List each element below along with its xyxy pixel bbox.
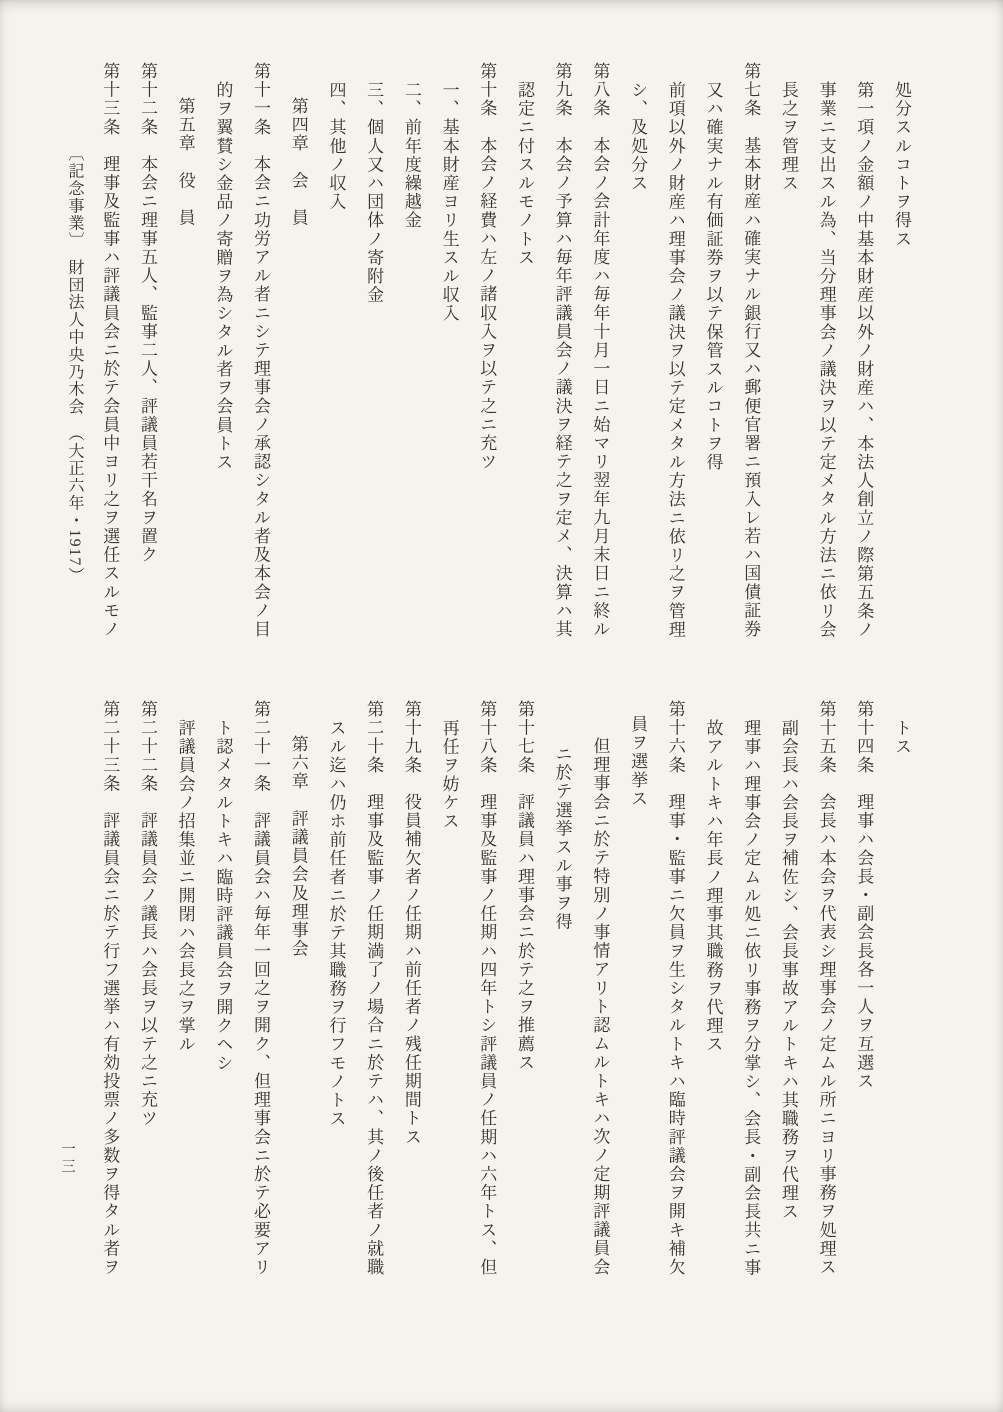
text-line: 第七条 基本財産ハ確実ナル銀行又ハ郵便官署ニ預入レ若ハ国債証券 bbox=[741, 62, 761, 639]
charter-articles-bottom-block bbox=[91, 700, 920, 1328]
text-line: 第二十条 理事及監事ノ任期満了ノ場合ニ於テハ、其ノ後任者ノ就職 bbox=[364, 700, 384, 1277]
text-line: 第十八条 理事及監事ノ任期ハ四年トシ評議員ノ任期ハ六年トス、但 bbox=[477, 700, 497, 1277]
text-line: ト認メタルトキハ臨時評議員会ヲ開クヘシ bbox=[213, 719, 233, 1073]
text-line: 第十二条 本会ニ理事五人、監事二人、評議員若干名ヲ置ク bbox=[137, 62, 157, 565]
text-line: 第十三条 理事及監事ハ評議員会ニ於テ会員中ヨリ之ヲ選任スルモノ bbox=[100, 62, 120, 639]
text-line: 第十五条 会長ハ本会ヲ代表シ理事会ノ定ムル所ニヨリ事務ヲ処理ス bbox=[816, 700, 836, 1277]
text-line: 事業ニ支出スル為、当分理事会ノ議決ヲ以テ定メタル方法ニ依リ会 bbox=[816, 81, 836, 639]
text-line: 第二十三条 評議員会ニ於テ行フ選挙ハ有効投票ノ多数ヲ得タル者ヲ bbox=[100, 700, 120, 1277]
text-line: 理事ハ理事会ノ定ムル処ニ依リ事務ヲ分掌シ、会長・副会長共ニ事 bbox=[741, 719, 761, 1277]
text-line: 第十条 本会ノ経費ハ左ノ諸収入ヲ以テ之ニ充ツ bbox=[477, 62, 497, 472]
text-line: 長之ヲ管理ス bbox=[778, 81, 798, 193]
text-line: 故アルトキハ年長ノ理事其職務ヲ代理ス bbox=[703, 719, 723, 1054]
text-line: 第十六条 理事・監事ニ欠員ヲ生シタルトキハ臨時評議会ヲ開キ補欠 bbox=[665, 700, 685, 1277]
edition-note: 〔記念事業〕 財団法人中央乃木会 （大正六年・1917） bbox=[66, 145, 83, 585]
text-line: 第六章 評議員会及理事会 bbox=[288, 735, 308, 959]
text-line: 前項以外ノ財産ハ理事会ノ議決ヲ以テ定メタル方法ニ依リ之ヲ管理 bbox=[665, 81, 685, 639]
text-line: 第十七条 評議員ハ理事会ニ於テ之ヲ推薦ス bbox=[514, 700, 534, 1072]
text-line: 第十一条 本会ニ功労アル者ニシテ理事会ノ承認シタル者及本会ノ目 bbox=[251, 62, 271, 639]
charter-articles-top-block bbox=[91, 62, 920, 690]
text-line: 第二十一条 評議員会ハ毎年一回之ヲ開ク、但理事会ニ於テ必要アリ bbox=[251, 700, 271, 1277]
text-line: 又ハ確実ナル有価証券ヲ以テ保管スルコトヲ得 bbox=[703, 81, 723, 472]
text-line: 三、個人又ハ団体ノ寄附金 bbox=[364, 81, 384, 305]
text-line: 評議員会ノ招集並ニ開閉ハ会長之ヲ掌ル bbox=[175, 719, 195, 1054]
text-line: 但理事会ニ於テ特別ノ事情アリト認ムルトキハ次ノ定期評議員会 bbox=[590, 737, 610, 1277]
text-line: 第十九条 役員補欠者ノ任期ハ前任者ノ残任期間トス bbox=[401, 700, 421, 1147]
text-line: ニ於テ選挙スル事ヲ得 bbox=[552, 745, 572, 931]
text-line: 副会長ハ会長ヲ補佐シ、会長事故アルトキハ其職務ヲ代理ス bbox=[778, 719, 798, 1222]
text-line: 員ヲ選挙ス bbox=[628, 715, 648, 808]
text-line: 認定ニ付スルモノトス bbox=[514, 81, 534, 267]
text-line: トス bbox=[892, 719, 911, 757]
text-line: 第十四条 理事ハ会長・副会長各一人ヲ互選ス bbox=[854, 700, 874, 1091]
text-line: 第二十二条 評議員会ノ議長ハ会長ヲ以テ之ニ充ツ bbox=[137, 700, 157, 1128]
text-line: 第五章 役 員 bbox=[175, 97, 195, 228]
text-line: 再任ヲ妨ケス bbox=[439, 719, 459, 831]
text-line: 第一項ノ金額ノ中基本財産以外ノ財産ハ、本法人創立ノ際第五条ノ bbox=[854, 81, 874, 639]
text-line: シ、及処分ス bbox=[628, 81, 648, 193]
text-line: 的ヲ翼賛シ金品ノ寄贈ヲ為シタル者ヲ会員トス bbox=[213, 81, 233, 472]
text-line: 第八条 本会ノ会計年度ハ毎年十月一日ニ始マリ翌年九月末日ニ終ル bbox=[590, 62, 610, 639]
text-line: スル迄ハ仍ホ前任者ニ於テ其職務ヲ行フモノトス bbox=[326, 719, 346, 1129]
text-line: 第九条 本会ノ予算ハ毎年評議員会ノ議決ヲ経テ之ヲ定メ、決算ハ其 bbox=[552, 62, 572, 639]
text-line: 二、前年度繰越金 bbox=[401, 81, 421, 230]
text-line: 一、基本財産ヨリ生スル収入 bbox=[439, 81, 459, 323]
text-line: 第四章 会 員 bbox=[288, 97, 308, 228]
text-line: 処分スルコトヲ得ス bbox=[892, 81, 911, 249]
page-number: 一三 bbox=[59, 1141, 75, 1176]
text-line: 四、其他ノ収入 bbox=[326, 81, 346, 212]
